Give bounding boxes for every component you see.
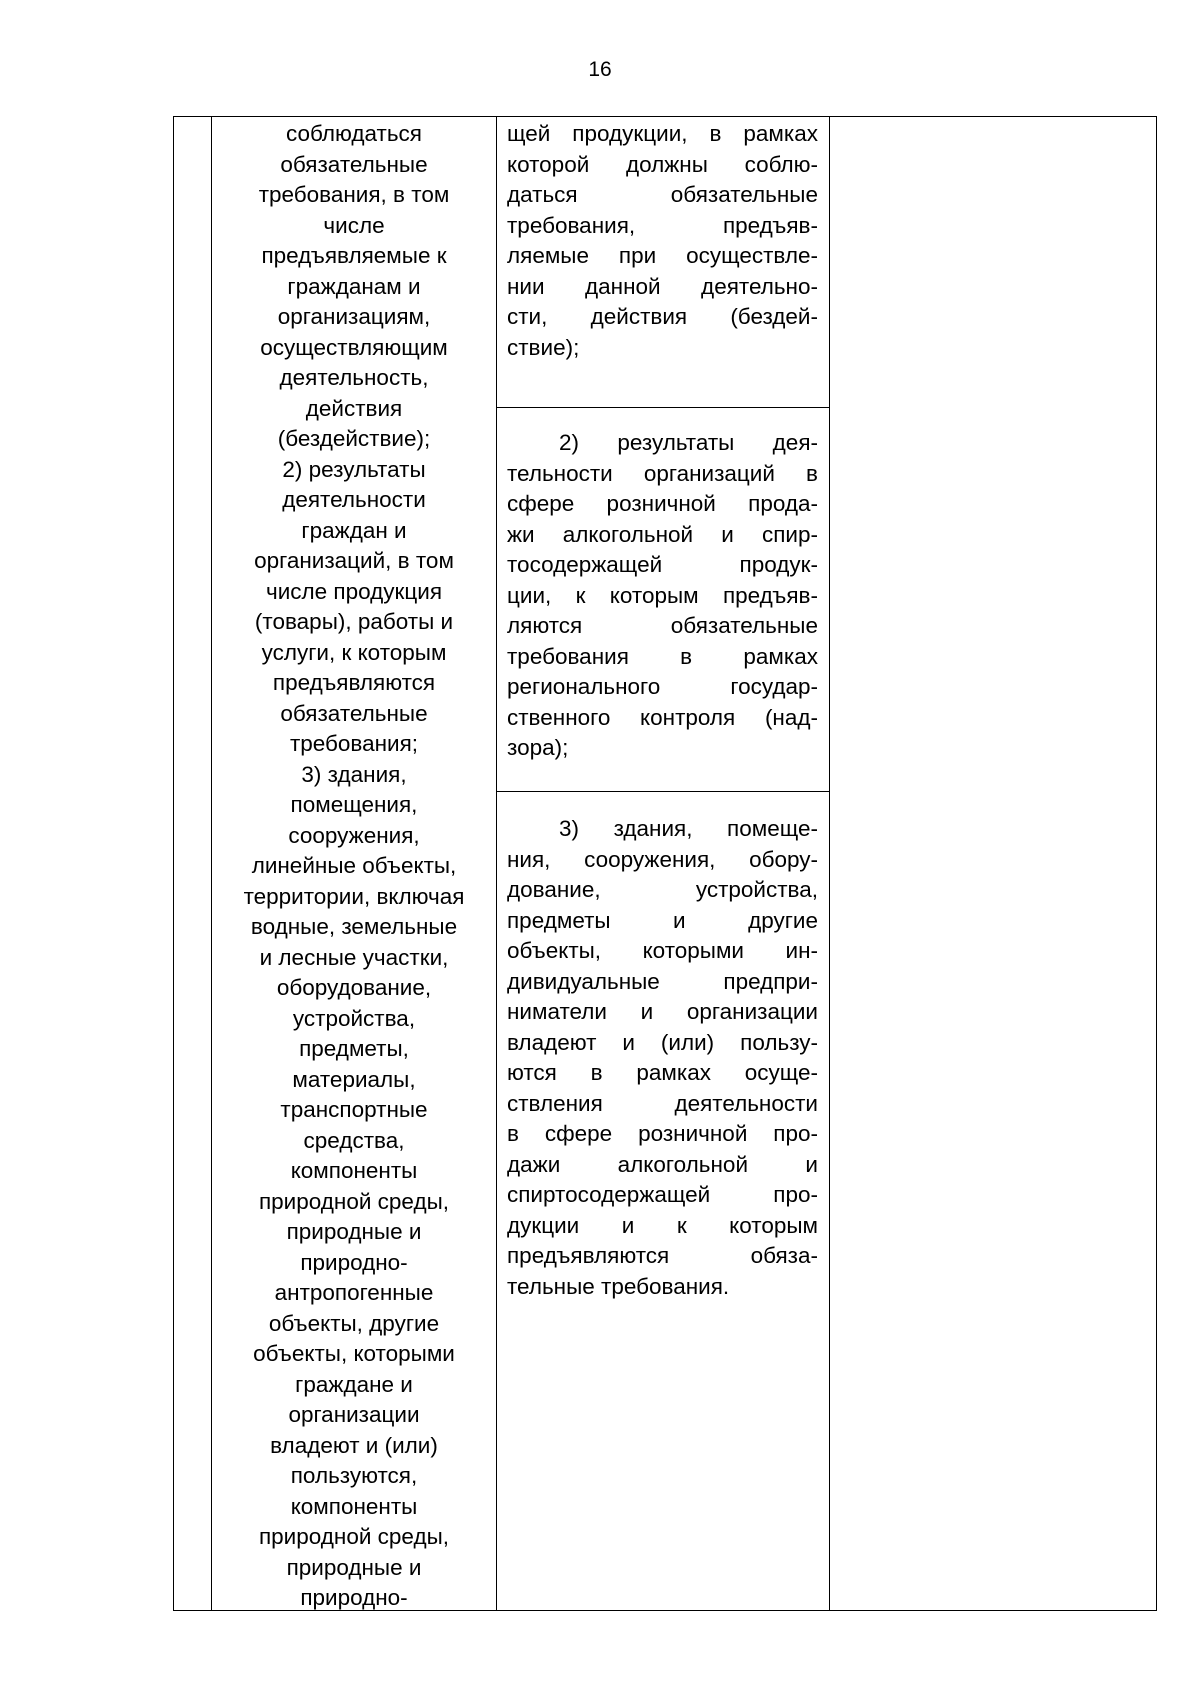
text-line: услуги, к которым xyxy=(261,639,447,665)
text-line: 3) здания, помеще- xyxy=(559,816,818,841)
text-line: 2) результаты дея- xyxy=(559,430,818,455)
text-line: предъявляются xyxy=(272,670,436,695)
text-line: обязательные xyxy=(280,700,428,726)
document-table xyxy=(173,116,1157,1611)
text-line: ляются обязательные xyxy=(507,613,818,638)
text-line: ствие); xyxy=(507,334,580,360)
text-line: организаций, в том xyxy=(254,548,454,573)
text-line: природной среды, xyxy=(258,1524,450,1549)
text-line: дивидуальные предпри- xyxy=(507,968,818,994)
text-line: объекты, которыми ин- xyxy=(507,938,818,963)
text-line: средства, xyxy=(303,1127,405,1153)
text-line: помещения, xyxy=(290,792,418,817)
text-line: ственного контроля (над- xyxy=(507,704,818,730)
text-line: тосодержащей продук- xyxy=(507,552,818,577)
objects-specific-text-3 xyxy=(507,814,818,1302)
text-line: регионального государ- xyxy=(507,674,818,699)
table-column-objects-specific xyxy=(497,117,830,1610)
text-line: водные, земельные xyxy=(250,914,458,939)
text-line: зора); xyxy=(507,735,569,760)
page-number: 16 xyxy=(588,58,612,81)
text-line: пользуются, xyxy=(290,1463,418,1488)
text-line: ции, к которым предъяв- xyxy=(507,582,818,608)
text-line: сфере розничной прода- xyxy=(507,491,818,516)
text-line: материалы, xyxy=(292,1066,416,1092)
text-line: соблюдаться xyxy=(285,121,422,146)
text-line: компоненты xyxy=(290,1158,418,1183)
text-line: требования; xyxy=(289,731,419,756)
text-line: в сфере розничной про- xyxy=(507,1121,818,1146)
text-line: тельности организаций в xyxy=(507,460,818,486)
text-line: объекты, другие xyxy=(268,1310,440,1336)
text-line: ния, сооружения, обору- xyxy=(507,846,818,872)
text-line: устройства, xyxy=(292,1005,416,1031)
text-line: природно- xyxy=(300,1249,408,1275)
text-line: деятельность, xyxy=(279,365,429,390)
text-line: тельные требования. xyxy=(507,1273,730,1299)
text-line: дование, устройства, xyxy=(507,877,818,902)
text-line: владеют и (или) пользу- xyxy=(507,1029,818,1055)
text-line: числе xyxy=(323,212,385,238)
text-line: природно- xyxy=(300,1585,408,1610)
text-line: предъявляются обяза- xyxy=(507,1243,818,1268)
text-line: ниматели и организации xyxy=(507,999,818,1024)
text-line: компоненты xyxy=(290,1493,418,1519)
text-line: организациям, xyxy=(277,304,431,329)
text-line: ствления деятельности xyxy=(507,1090,818,1116)
text-line: транспортные xyxy=(280,1097,428,1122)
text-line: нии данной деятельно- xyxy=(507,273,818,299)
text-line: осуществляющим xyxy=(260,334,448,360)
table-column-objects-general xyxy=(212,117,497,1610)
text-line: 2) результаты xyxy=(282,456,426,482)
text-line: сти, действия (бездей- xyxy=(507,304,818,329)
text-line: жи алкогольной и спир- xyxy=(507,521,818,547)
text-line: 3) здания, xyxy=(301,761,407,787)
text-line: дукции и к которым xyxy=(507,1212,818,1238)
text-line: (бездействие); xyxy=(277,426,431,451)
text-line: числе продукция xyxy=(265,578,442,604)
text-line: дажи алкогольной и xyxy=(507,1151,818,1177)
text-line: требования в рамках xyxy=(507,643,818,669)
text-line: действия xyxy=(305,395,403,421)
text-line: антропогенные xyxy=(274,1280,434,1305)
objects-specific-cell-2 xyxy=(497,408,829,792)
objects-specific-text-2 xyxy=(507,428,818,764)
text-line: (товары), работы и xyxy=(254,609,454,634)
text-line: деятельности xyxy=(282,487,426,512)
text-line: территории, включая xyxy=(243,883,465,909)
text-line: линейные объекты, xyxy=(251,853,457,878)
text-line: оборудование, xyxy=(276,975,432,1000)
text-line: требования, предъяв- xyxy=(507,212,818,238)
text-line: которой должны соблю- xyxy=(507,151,818,177)
text-line: обязательные xyxy=(280,151,428,177)
text-line: организации xyxy=(288,1402,420,1427)
text-line: природной среды, xyxy=(258,1188,450,1214)
text-line: и лесные участки, xyxy=(259,944,449,970)
table-column-notes xyxy=(830,117,1156,1610)
text-line: предметы и другие xyxy=(507,907,818,933)
objects-general-text xyxy=(220,119,488,1614)
text-line: сооружения, xyxy=(288,822,420,848)
text-line: граждане и xyxy=(295,1371,413,1397)
objects-specific-cell-1 xyxy=(497,117,829,408)
table-column-number xyxy=(174,117,212,1610)
text-line: предъявляемые к xyxy=(261,243,447,268)
text-line: требования, в том xyxy=(258,182,450,207)
text-line: гражданам и xyxy=(287,273,421,299)
text-line: щей продукции, в рамках xyxy=(507,121,818,146)
objects-specific-text-1 xyxy=(507,119,818,363)
text-line: природные и xyxy=(286,1554,422,1580)
text-line: даться обязательные xyxy=(507,182,818,207)
text-line: ются в рамках осуще- xyxy=(507,1060,818,1085)
text-line: владеют и (или) xyxy=(270,1432,438,1458)
text-line: предметы, xyxy=(299,1036,409,1061)
text-line: объекты, которыми xyxy=(253,1341,455,1366)
text-line: граждан и xyxy=(301,517,407,543)
text-line: спиртосодержащей про- xyxy=(507,1182,818,1207)
text-line: природные и xyxy=(286,1219,422,1244)
text-line: ляемые при осуществле- xyxy=(507,243,818,268)
objects-specific-cell-3 xyxy=(497,792,829,1610)
